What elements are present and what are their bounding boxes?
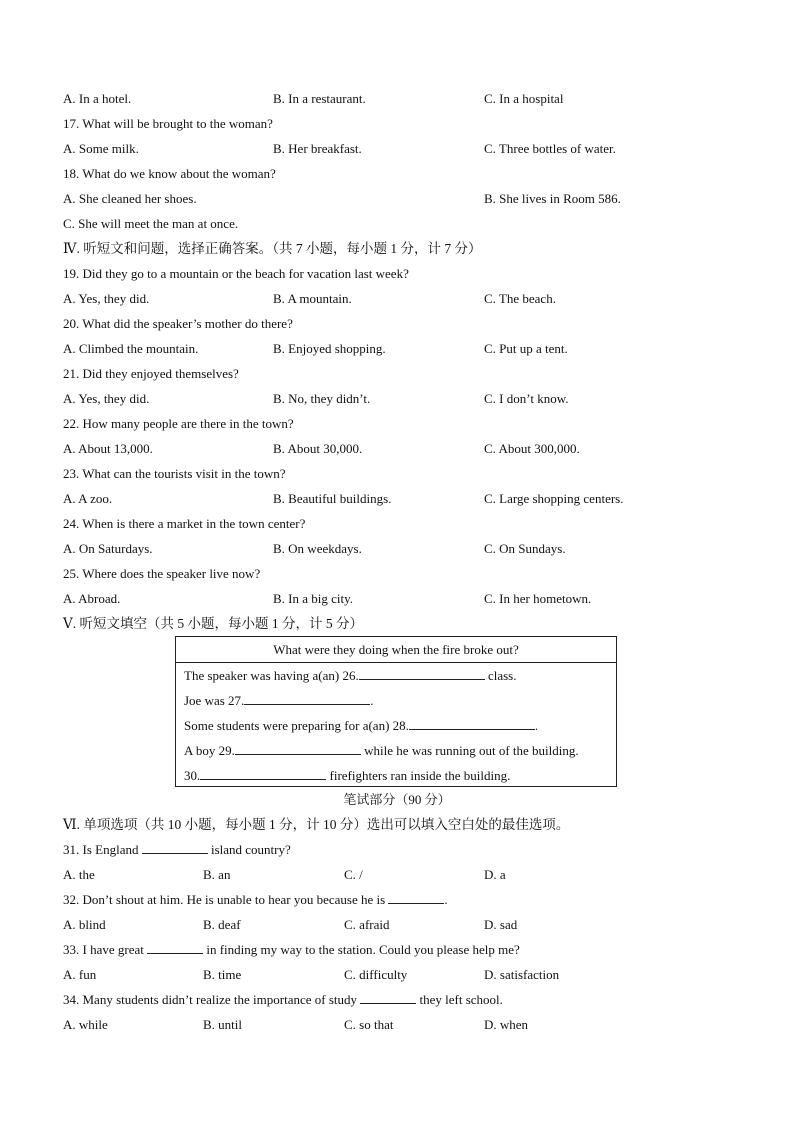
option-c: C. About 300,000.	[484, 441, 580, 456]
question-18: 18. What do we know about the woman?	[63, 166, 276, 181]
option-a: A. Some milk.	[63, 141, 139, 156]
option-b: B. Enjoyed shopping.	[273, 341, 386, 356]
option-b: B. No, they didn’t.	[273, 391, 371, 406]
option-a: A. Yes, they did.	[63, 391, 150, 406]
question-21: 21. Did they enjoyed themselves?	[63, 366, 239, 381]
option-a: A. Yes, they did.	[63, 291, 150, 306]
table-row-30: 30. firefighters ran inside the building.	[184, 768, 511, 783]
option-b: B. On weekdays.	[273, 541, 362, 556]
question-31: 31. Is England island country?	[63, 842, 291, 857]
answer-blank-32[interactable]	[388, 890, 444, 904]
option-b: B. In a restaurant.	[273, 91, 366, 106]
option-b: B. A mountain.	[273, 291, 352, 306]
question-19: 19. Did they go to a mountain or the beach for vacation last week?	[63, 266, 409, 281]
option-d: D. sad	[484, 917, 518, 932]
q33-options	[63, 965, 743, 985]
answer-blank-33[interactable]	[147, 940, 203, 954]
option-a: A. blind	[63, 917, 106, 932]
q34-options	[63, 1015, 743, 1035]
option-c: C. I don’t know.	[484, 391, 569, 406]
answer-blank-26[interactable]	[359, 666, 485, 680]
q18-options	[63, 189, 743, 209]
option-b: B. deaf	[203, 917, 241, 932]
option-c: C. In her hometown.	[484, 591, 592, 606]
question-24: 24. When is there a market in the town center?	[63, 516, 306, 531]
written-part-heading: 笔试部分（90 分）	[343, 792, 451, 807]
option-b: B. Her breakfast.	[273, 141, 362, 156]
q22-options	[63, 439, 743, 459]
answer-blank-27[interactable]	[244, 691, 370, 705]
q16-options	[63, 89, 743, 109]
table-row-28: Some students were preparing for a(an) 28. .	[184, 718, 539, 733]
q24-options	[63, 539, 743, 559]
option-c: C. Large shopping centers.	[484, 491, 624, 506]
question-22: 22. How many people are there in the town?	[63, 416, 294, 431]
option-b: B. an	[203, 867, 231, 882]
q19-options	[63, 289, 743, 309]
option-c: C. Put up a tent.	[484, 341, 568, 356]
option-a: A. A zoo.	[63, 491, 113, 506]
option-a: A. fun	[63, 967, 97, 982]
table-title: What were they doing when the fire broke out?	[176, 637, 616, 663]
question-20: 20. What did the speaker’s mother do there?	[63, 316, 293, 331]
option-c: C. /	[344, 867, 363, 882]
question-17: 17. What will be brought to the woman?	[63, 116, 273, 131]
q21-options	[63, 389, 743, 409]
option-d: D. a	[484, 867, 506, 882]
q32-options	[63, 915, 743, 935]
option-b: B. Beautiful buildings.	[273, 491, 392, 506]
answer-blank-34[interactable]	[360, 990, 416, 1004]
q17-options	[63, 139, 743, 159]
option-c: C. The beach.	[484, 291, 556, 306]
q31-options	[63, 865, 743, 885]
option-b: B. About 30,000.	[273, 441, 363, 456]
q18-option-c: C. She will meet the man at once.	[63, 216, 239, 231]
option-a: A. while	[63, 1017, 108, 1032]
q25-options	[63, 589, 743, 609]
table-row-26: The speaker was having a(an) 26. class.	[184, 668, 517, 683]
option-c: C. On Sundays.	[484, 541, 566, 556]
answer-blank-31[interactable]	[142, 840, 208, 854]
section-4-heading: Ⅳ. 听短文和问题，选择正确答案。（共 7 小题，每小题 1 分，计 7 分）	[63, 241, 482, 256]
option-c: C. In a hospital	[484, 91, 564, 106]
section-6-heading: Ⅵ. 单项选项（共 10 小题，每小题 1 分，计 10 分）选出可以填入空白处的最佳选项。	[63, 817, 570, 832]
table-row-27: Joe was 27. .	[184, 693, 374, 708]
question-23: 23. What can the tourists visit in the town?	[63, 466, 286, 481]
option-b: B. In a big city.	[273, 591, 354, 606]
section-5-heading: Ⅴ. 听短文填空（共 5 小题，每小题 1 分，计 5 分）	[63, 616, 363, 631]
q23-options	[63, 489, 743, 509]
option-a: A. In a hotel.	[63, 91, 132, 106]
q20-options	[63, 339, 743, 359]
option-c: C. difficulty	[344, 967, 408, 982]
option-d: D. when	[484, 1017, 529, 1032]
answer-blank-28[interactable]	[409, 716, 535, 730]
option-a: A. She cleaned her shoes.	[63, 191, 197, 206]
option-b: B. until	[203, 1017, 243, 1032]
option-c: C. afraid	[344, 917, 390, 932]
table-row-29: A boy 29. while he was running out of the building.	[184, 743, 579, 758]
option-b: B. She lives in Room 586.	[484, 191, 621, 206]
option-c: C. so that	[344, 1017, 394, 1032]
option-a: A. Climbed the mountain.	[63, 341, 199, 356]
option-c: C. Three bottles of water.	[484, 141, 616, 156]
fill-in-table	[175, 636, 617, 787]
option-b: B. time	[203, 967, 242, 982]
option-a: A. Abroad.	[63, 591, 121, 606]
option-a: A. On Saturdays.	[63, 541, 153, 556]
question-34: 34. Many students didn’t realize the importance of study they left school.	[63, 992, 503, 1007]
question-25: 25. Where does the speaker live now?	[63, 566, 261, 581]
question-33: 33. I have great in finding my way to the station. Could you please help me?	[63, 942, 520, 957]
answer-blank-29[interactable]	[235, 741, 361, 755]
option-d: D. satisfaction	[484, 967, 560, 982]
option-a: A. the	[63, 867, 95, 882]
question-32: 32. Don’t shout at him. He is unable to hear you because he is .	[63, 892, 448, 907]
answer-blank-30[interactable]	[200, 766, 326, 780]
option-a: A. About 13,000.	[63, 441, 153, 456]
